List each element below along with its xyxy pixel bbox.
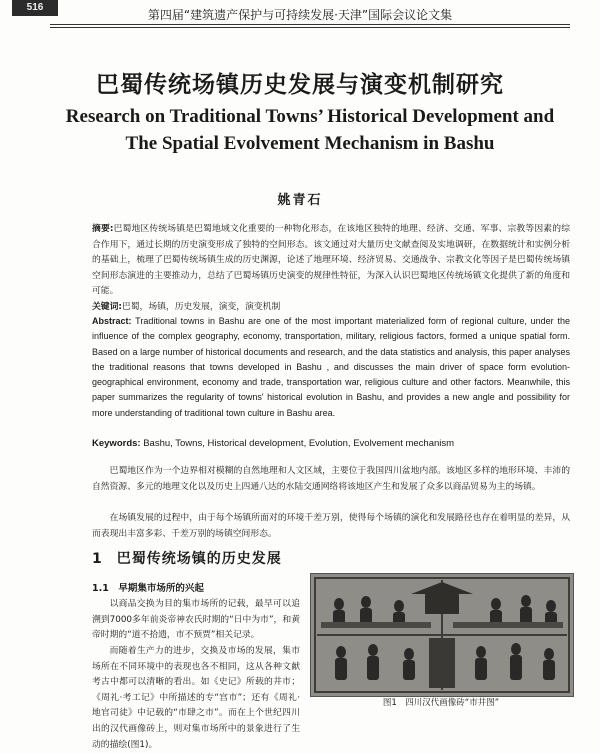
keywords-en-text: Bashu, Towns, Historical development, Evolution, Evolvement mechanism (143, 438, 455, 449)
abstract-english (92, 314, 570, 421)
page-number: 516 (12, 0, 58, 16)
abstract-en-text: Traditional towns in Bashu are one of the most important materialized form of regional culture, under the influence of the complex geography, economy, transportation, military, religious factors, formed a unique spatial form. Based on a large number of historical documents and research, and the data statistics and analysis, this paper analyses the traditional reasons that towns developed in Bashu , and discusses the main driver of space form evolution-geographical environment, economy and trade, transportation war, religious culture and other factors. Meanwhile, this paper summarizes the regularity of towns' historical evolution in Bashu, and provides a new angle and possibility for more understanding of traditional town culture in Bashu area. (92, 316, 570, 418)
abstract-en-label: Abstract: (92, 316, 132, 326)
abstract-chinese (92, 222, 570, 300)
body-paragraph-1: 巴蜀地区作为一个边界相对模糊的自然地理和人文区域，主要位于我国四川盆地内部。该地区多样的地形环境、丰沛的自然资源、多元的地理文化以及历史上四通八达的水陆交通网络将该地区产生和发展了众多以商品贸易为主的场镇。 (92, 466, 570, 492)
figure-han-brick-relief (310, 573, 574, 697)
author: 姚青石 (277, 193, 323, 208)
title-chinese: 巴蜀传统场镇历史发展与演变机制研究 (96, 72, 504, 98)
figure-caption: 图1 四川汉代画像砖“市井图” (382, 698, 500, 708)
section-heading (92, 548, 282, 568)
body-paragraph-2: 在场镇发展的过程中，由于每个场镇所面对的环境千差万别，使得每个场镇的演化和发展路径也存在着明显的差异，从而表现出丰富多彩、千差万别的场镇空间形态。 (92, 513, 570, 539)
header-rule-secondary (50, 27, 570, 28)
keywords-chinese (92, 300, 570, 314)
keywords-en-label: Keywords: (92, 438, 141, 449)
running-header: 第四届“建筑遗产保护与可持续发展·天津”国际会议论文集 (147, 8, 453, 22)
section-number: 1 (92, 551, 103, 567)
title-english: Research on Traditional Towns’ Historical Development and The Spatial Evolvement Mechanism in Bashu (65, 106, 555, 154)
figure-image (311, 574, 573, 696)
column-paragraph-2: 而随着生产力的进步，交换及市场的发展，集市场所在不同环境中的表现也各不相同，这从各种文献考古中都可以清晰的看出。如《史记》所载的井市；《周礼·考工记》中所描述的专“宫市”；还有《周礼·地官司徒》中记载的“市肆之市”。而在上个世纪四川出的汉代画像砖上，则对集市场所中的景象进行了生动的描绘(图1)。 (92, 646, 300, 750)
keywords-cn-label: 关键词: (92, 302, 122, 312)
abstract-cn-text: 巴蜀地区传统场镇是巴蜀地域文化重要的一种物化形态，在该地区独特的地理、经济、交通、军事、宗教等因素的综合作用下，通过长期的历史演变形成了独特的空间形态。该文通过对大量历史文献查阅及实地调研，在数据统计和实例分析的基础上，梳理了巴蜀传统场镇生成的历史渊源，论述了地理环境、经济贸易、交通战争、宗教文化等因子是巴蜀传统场镇空间形态演进的主要推动力，总结了巴蜀场镇历史演变的规律性特征，为深入认识巴蜀地区传统场镇文化提供了新的角度和可能。 (92, 224, 570, 296)
section-title: 巴蜀传统场镇的历史发展 (116, 551, 282, 567)
keywords-english (92, 437, 570, 451)
column-paragraph-1: 以商品交换为目的集市场所的记载，最早可以追溯到7000多年前炎帝神农氏时期的“日中为市”，和黄帝时期的“道不拾遗，市不预贾”相关记录。 (92, 599, 300, 641)
subsection-heading: 1.1 早期集市场所的兴起 (92, 583, 204, 594)
header-rule (50, 24, 570, 25)
abstract-cn-label: 摘要: (92, 224, 114, 234)
keywords-cn-text: 巴蜀，场镇，历史发展，演变，演变机制 (121, 302, 281, 312)
